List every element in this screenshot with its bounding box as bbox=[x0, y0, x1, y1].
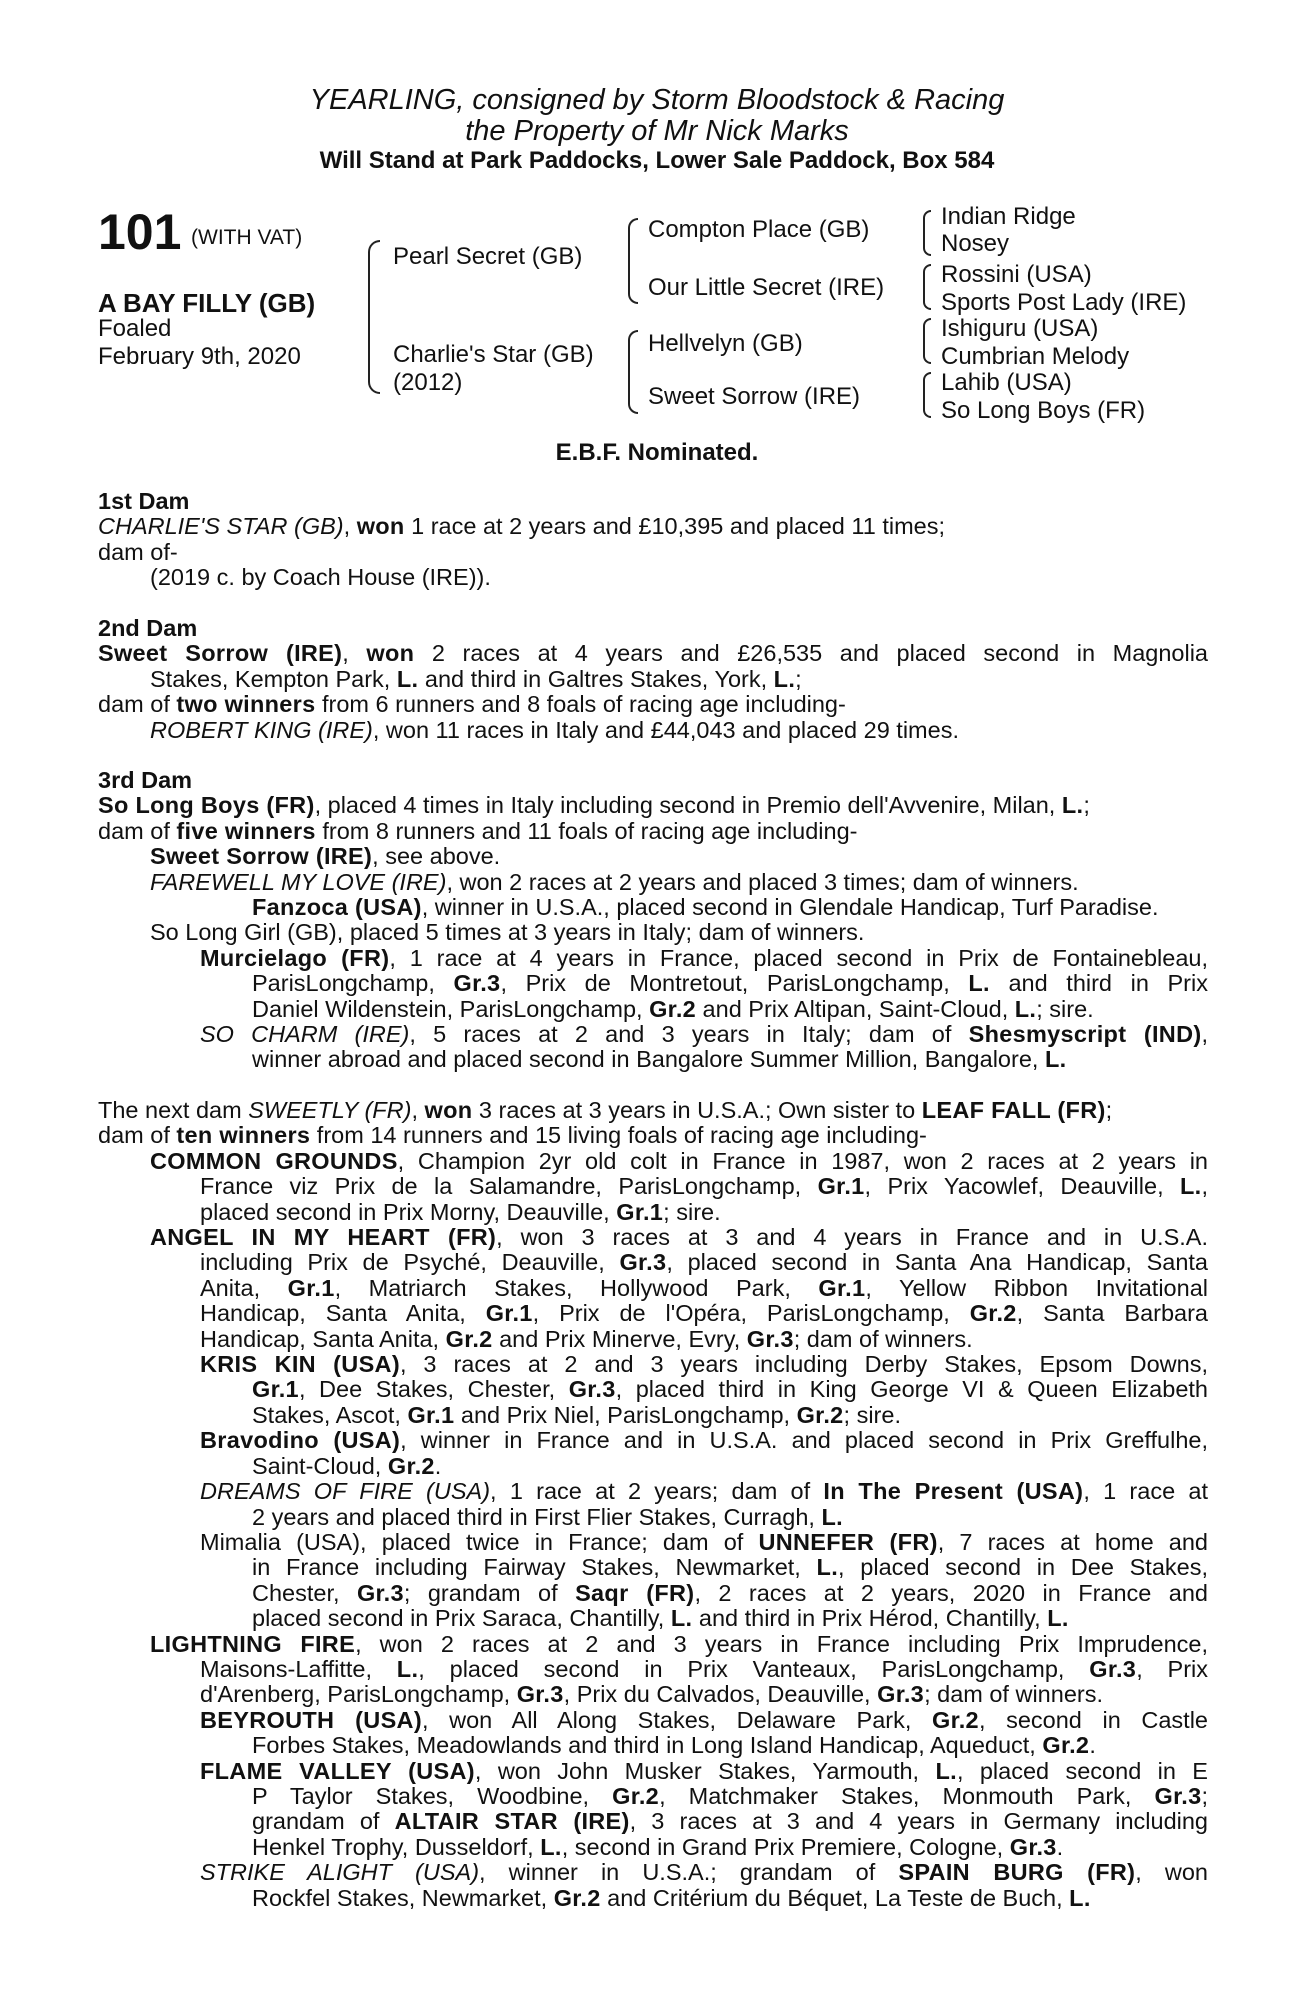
dam-sire-sire: Ishiguru (USA) bbox=[941, 315, 1099, 342]
dam-sire-dam: Cumbrian Melody bbox=[941, 343, 1130, 370]
bold-text: BEYROUTH (USA) bbox=[200, 1706, 422, 1733]
bold-text: Gr.2 bbox=[932, 1706, 979, 1733]
text-run: ; sire. bbox=[663, 1198, 721, 1225]
text-run: , 2 races at 2 years, 2020 in France and bbox=[694, 1579, 1208, 1606]
dam-sire: Hellvelyn (GB) bbox=[648, 330, 803, 357]
text-line bbox=[98, 1250, 1208, 1275]
italic-text: STRIKE ALIGHT (USA) bbox=[200, 1859, 480, 1886]
text-run: , Matriarch Stakes, Hollywood Park, bbox=[334, 1274, 819, 1301]
section-heading: 1st Dam bbox=[98, 488, 190, 514]
text-line bbox=[98, 1123, 1208, 1148]
text-run: Stakes, Ascot, bbox=[252, 1401, 408, 1428]
text-run: , bbox=[1201, 1173, 1208, 1200]
text-line bbox=[98, 1555, 1208, 1580]
text-run: , 1 race at bbox=[1083, 1478, 1208, 1505]
sire-dam-dam: Sports Post Lady (IRE) bbox=[941, 289, 1187, 316]
text-run: , winner in U.S.A.; grandam of bbox=[479, 1859, 899, 1886]
text-line bbox=[98, 667, 1208, 692]
text-line bbox=[98, 1022, 1208, 1047]
text-line bbox=[98, 793, 1208, 818]
bold-text: Gr.2 bbox=[969, 1300, 1017, 1327]
text-line bbox=[98, 1403, 1208, 1428]
text-line bbox=[98, 1886, 1208, 1911]
bold-text: KRIS KIN (USA) bbox=[200, 1351, 400, 1378]
bold-text: Gr.1 bbox=[485, 1300, 533, 1327]
text-run: , 5 races at 2 and 3 years in Italy; dam of bbox=[409, 1021, 969, 1048]
bold-text: L. bbox=[1014, 995, 1037, 1022]
bold-text: SPAIN BURG (FR) bbox=[898, 1859, 1136, 1886]
text-run: and Prix Niel, ParisLongchamp, bbox=[454, 1401, 797, 1428]
dam-dam: Sweet Sorrow (IRE) bbox=[648, 383, 861, 410]
text-line bbox=[98, 1632, 1208, 1657]
bold-text: LEAF FALL (FR) bbox=[921, 1097, 1106, 1123]
text-line bbox=[98, 1606, 1208, 1631]
text-line bbox=[98, 946, 1208, 971]
bold-text: Sweet Sorrow (IRE) bbox=[150, 843, 373, 870]
text-line bbox=[98, 1098, 1208, 1123]
text-run: , second in Grand Prix Premiere, Cologne, bbox=[561, 1833, 1010, 1860]
text-run: , placed third in King George VI & Queen Elizabeth bbox=[615, 1376, 1208, 1403]
second-dam-section bbox=[98, 616, 1208, 743]
bold-text: Bravodino (USA) bbox=[200, 1427, 401, 1454]
bold-text: So Long Boys (FR) bbox=[98, 792, 315, 819]
text-run: The next dam bbox=[98, 1097, 249, 1123]
bold-text: Gr.3 bbox=[356, 1579, 404, 1606]
bold-text: ANGEL IN MY HEART (FR) bbox=[150, 1224, 497, 1251]
text-run: , Champion 2yr old colt in France in 1987, won 2 races at 2 years in bbox=[397, 1147, 1208, 1174]
text-run: Rockfel Stakes, Newmarket, bbox=[252, 1884, 554, 1911]
brace-sd bbox=[923, 264, 931, 310]
text-run: , see above. bbox=[372, 843, 501, 870]
lot-description: A BAY FILLY (GB) bbox=[98, 288, 316, 318]
text-run: , won bbox=[1135, 1859, 1209, 1886]
bold-text: Gr.3 bbox=[619, 1249, 667, 1276]
text-run: Henkel Trophy, Dusseldorf, bbox=[252, 1833, 541, 1860]
italic-text: FAREWELL MY LOVE (IRE) bbox=[150, 868, 447, 895]
vat-note: (WITH VAT) bbox=[191, 226, 303, 249]
text-run: Saint-Cloud, bbox=[252, 1452, 388, 1479]
text-run: Forbes Stakes, Meadowlands and third in Long Island Handicap, Aqueduct, bbox=[252, 1732, 1043, 1759]
text-line bbox=[98, 1377, 1208, 1402]
text-line bbox=[98, 1047, 1208, 1072]
bold-text: UNNEFER (FR) bbox=[758, 1528, 938, 1555]
text-line bbox=[98, 1809, 1208, 1834]
text-run: , placed second in Prix Vanteaux, ParisLongchamp, bbox=[418, 1655, 1090, 1682]
section-heading: 3rd Dam bbox=[98, 767, 193, 793]
text-run: dam of bbox=[98, 1122, 177, 1149]
text-run: , won 2 races at 2 and 3 years in France including Prix Imprudence, bbox=[355, 1630, 1208, 1657]
text-run: dam of- bbox=[98, 538, 178, 565]
text-run: , bbox=[411, 1097, 425, 1123]
bold-text: Saqr (FR) bbox=[575, 1579, 695, 1606]
text-run: So Long Girl (GB), placed 5 times at 3 years in Italy; dam of winners. bbox=[150, 919, 865, 946]
sire-sire-sire: Indian Ridge bbox=[941, 203, 1076, 230]
third-dam-section bbox=[98, 768, 1208, 1073]
bold-text: L. bbox=[1047, 1605, 1069, 1632]
bold-text: five winners bbox=[176, 817, 316, 844]
text-run: ; sire. bbox=[843, 1401, 901, 1428]
text-run: and third in Prix Hérod, Chantilly, bbox=[692, 1605, 1048, 1632]
text-run: from 8 runners and 11 foals of racing age including- bbox=[315, 817, 858, 844]
text-line bbox=[98, 718, 1208, 743]
bold-text: L. bbox=[816, 1554, 839, 1581]
text-line bbox=[98, 641, 1208, 666]
bold-text: Gr.3 bbox=[746, 1325, 794, 1352]
text-run: Handicap, Santa Anita, bbox=[200, 1325, 446, 1352]
text-run: , Santa Barbara bbox=[1016, 1300, 1208, 1327]
text-run: France viz Prix de la Salamandre, ParisLongchamp, bbox=[200, 1173, 818, 1200]
bold-text: Gr.3 bbox=[453, 970, 501, 997]
italic-text: CHARLIE'S STAR (GB) bbox=[98, 513, 344, 540]
bold-text: Gr.1 bbox=[407, 1401, 455, 1428]
text-line bbox=[98, 565, 1208, 590]
text-run: , Prix de l'Opéra, ParisLongchamp, bbox=[532, 1300, 970, 1327]
text-run: 3 races at 3 years in U.S.A.; Own sister to bbox=[472, 1097, 922, 1123]
text-run: Handicap, Santa Anita, bbox=[200, 1300, 486, 1327]
foaled-label: Foaled bbox=[98, 315, 172, 342]
text-run: Chester, bbox=[252, 1579, 357, 1606]
bold-text: Gr.1 bbox=[287, 1274, 335, 1301]
text-run: , placed second in Santa Ana Handicap, Santa bbox=[666, 1249, 1208, 1276]
bold-text: Gr.2 bbox=[553, 1884, 601, 1911]
text-run: . bbox=[1089, 1732, 1096, 1759]
text-run: and Prix Altipan, Saint-Cloud, bbox=[696, 995, 1015, 1022]
bold-text: L. bbox=[1069, 1884, 1091, 1911]
consignor-line: YEARLING, consigned by Storm Bloodstock & Racing bbox=[309, 84, 1005, 116]
text-run: and third in Galtres Stakes, York, bbox=[418, 665, 774, 692]
brace-ds bbox=[923, 318, 931, 364]
text-run: and Prix Minerve, Evry, bbox=[492, 1325, 747, 1352]
text-run: from 6 runners and 8 foals of racing age including- bbox=[315, 691, 846, 718]
text-run: d'Arenberg, ParisLongchamp, bbox=[200, 1681, 517, 1708]
bold-text: Sweet Sorrow (IRE) bbox=[98, 640, 343, 667]
bold-text: Gr.3 bbox=[877, 1681, 925, 1708]
bold-text: won bbox=[356, 513, 405, 540]
bold-text: Shesmyscript (IND) bbox=[968, 1021, 1202, 1048]
text-line bbox=[98, 1479, 1208, 1504]
text-line bbox=[98, 920, 1208, 945]
text-line bbox=[98, 1327, 1208, 1352]
text-line bbox=[98, 971, 1208, 996]
text-run: , 3 races at 3 and 4 years in Germany including bbox=[629, 1808, 1209, 1835]
text-run: ; sire. bbox=[1036, 995, 1094, 1022]
dam-year: (2012) bbox=[393, 369, 463, 396]
text-run: , 1 race at 2 years; dam of bbox=[490, 1478, 824, 1505]
text-run: Stakes, Kempton Park, bbox=[150, 665, 397, 692]
text-run: winner abroad and placed second in Bangalore Summer Million, Bangalore, bbox=[252, 1046, 1045, 1073]
bold-text: Gr.2 bbox=[445, 1325, 493, 1352]
text-run: placed second in Prix Saraca, Chantilly, bbox=[252, 1605, 671, 1632]
text-run: , won 11 races in Italy and £44,043 and placed 29 times. bbox=[372, 716, 959, 743]
text-line bbox=[98, 844, 1208, 869]
bold-text: L. bbox=[935, 1757, 957, 1784]
lot-number: 101 bbox=[98, 204, 182, 260]
text-run: ; dam of winners. bbox=[924, 1681, 1103, 1708]
bold-text: Gr.3 bbox=[516, 1681, 564, 1708]
bold-text: L. bbox=[773, 665, 796, 692]
text-line bbox=[98, 1657, 1208, 1682]
text-line bbox=[98, 1352, 1208, 1377]
text-run: , winner in U.S.A., placed second in Glendale Handicap, Turf Paradise. bbox=[421, 894, 1159, 921]
text-line bbox=[98, 1733, 1208, 1758]
text-line bbox=[98, 1835, 1208, 1860]
text-run: , placed 4 times in Italy including second in Premio dell'Avvenire, Milan, bbox=[314, 792, 1062, 819]
text-line bbox=[98, 1200, 1208, 1225]
text-run: , Prix du Calvados, Deauville, bbox=[563, 1681, 878, 1708]
text-line bbox=[98, 1276, 1208, 1301]
text-run: , 7 races at home and bbox=[937, 1528, 1208, 1555]
text-line bbox=[98, 1149, 1208, 1174]
text-run: ParisLongchamp, bbox=[252, 970, 454, 997]
text-line bbox=[98, 1581, 1208, 1606]
text-run: , Matchmaker Stakes, Monmouth Park, bbox=[659, 1782, 1155, 1809]
brace-ss bbox=[923, 210, 931, 256]
text-line bbox=[98, 1301, 1208, 1326]
bold-text: Gr.1 bbox=[818, 1274, 866, 1301]
pedigree-brace bbox=[368, 240, 380, 394]
text-run: , won John Musker Stakes, Yarmouth, bbox=[474, 1757, 936, 1784]
text-run: , bbox=[343, 513, 357, 540]
text-run: in France including Fairway Stakes, Newmarket, bbox=[252, 1554, 817, 1581]
bold-text: L. bbox=[1044, 1046, 1067, 1073]
text-run: . bbox=[1056, 1833, 1064, 1860]
bold-text: Gr.2 bbox=[649, 995, 697, 1022]
text-run: , won 2 races at 2 years and placed 3 times; dam of winners. bbox=[446, 868, 1079, 895]
text-run: P Taylor Stakes, Woodbine, bbox=[252, 1782, 613, 1809]
bold-text: L. bbox=[1179, 1173, 1202, 1200]
text-run: ; bbox=[1105, 1097, 1113, 1123]
text-line bbox=[98, 1454, 1208, 1479]
bold-text: Murcielago (FR) bbox=[200, 944, 390, 971]
text-run: . bbox=[434, 1452, 442, 1479]
text-run: , second in Castle bbox=[978, 1706, 1208, 1733]
text-line bbox=[98, 1530, 1208, 1555]
bold-text: Gr.2 bbox=[1042, 1732, 1090, 1759]
bold-text: Gr.2 bbox=[612, 1782, 660, 1809]
text-run: from 14 runners and 15 living foals of racing age including- bbox=[310, 1122, 927, 1149]
text-run: , 3 races at 2 and 3 years including Derby Stakes, Epsom Downs, bbox=[399, 1351, 1208, 1378]
bold-text: L. bbox=[396, 1655, 419, 1682]
bold-text: LIGHTNING FIRE bbox=[150, 1630, 356, 1657]
sire-sire: Compton Place (GB) bbox=[648, 216, 870, 243]
text-run: 2 races at 4 years and £26,535 and placed second in Magnolia bbox=[414, 640, 1208, 667]
bold-text: two winners bbox=[176, 691, 316, 718]
dam: Charlie's Star (GB) bbox=[393, 341, 594, 368]
text-run: , Yellow Ribbon Invitational bbox=[865, 1274, 1208, 1301]
foaled-date: February 9th, 2020 bbox=[98, 343, 301, 370]
text-run: including Prix de Psyché, Deauville, bbox=[200, 1249, 620, 1276]
text-run: and Critérium du Béquet, La Teste de Buch, bbox=[600, 1884, 1070, 1911]
bold-text: L. bbox=[1061, 792, 1084, 819]
text-line bbox=[98, 1708, 1208, 1733]
text-line bbox=[98, 895, 1208, 920]
bold-text: ALTAIR STAR (IRE) bbox=[394, 1808, 630, 1835]
bold-text: L. bbox=[396, 665, 419, 692]
italic-text: ROBERT KING (IRE) bbox=[150, 716, 373, 743]
text-run: Daniel Wildenstein, ParisLongchamp, bbox=[252, 995, 650, 1022]
dam-dam-dam: So Long Boys (FR) bbox=[941, 397, 1146, 424]
text-line bbox=[98, 514, 1208, 539]
italic-text: SWEETLY (FR) bbox=[248, 1097, 412, 1123]
text-run: ; grandam of bbox=[403, 1579, 576, 1606]
text-run: ; dam of winners. bbox=[793, 1325, 973, 1352]
bold-text: ten winners bbox=[176, 1122, 311, 1149]
text-run: , Dee Stakes, Chester, bbox=[298, 1376, 569, 1403]
text-run: , Prix de Montretout, ParisLongchamp, bbox=[500, 970, 969, 997]
bold-text: Gr.1 bbox=[252, 1376, 299, 1403]
brace-dd bbox=[923, 372, 931, 418]
text-line bbox=[98, 1759, 1208, 1784]
text-run: 1 race at 2 years and £10,395 and placed 11 times; bbox=[404, 513, 945, 540]
sire: Pearl Secret (GB) bbox=[393, 243, 583, 270]
property-line: the Property of Mr Nick Marks bbox=[465, 115, 849, 147]
bold-text: FLAME VALLEY (USA) bbox=[200, 1757, 475, 1784]
ebf-note: E.B.F. Nominated. bbox=[555, 439, 759, 466]
text-line bbox=[98, 1682, 1208, 1707]
sire-sire-dam: Nosey bbox=[941, 230, 1010, 257]
bold-text: Gr.3 bbox=[1009, 1833, 1057, 1860]
sire-dam: Our Little Secret (IRE) bbox=[648, 274, 885, 301]
bold-text: Gr.3 bbox=[1154, 1782, 1202, 1809]
bold-text: Gr.3 bbox=[1089, 1655, 1137, 1682]
text-line bbox=[98, 997, 1208, 1022]
text-run: dam of bbox=[98, 817, 177, 844]
bold-text: Fanzoca (USA) bbox=[252, 894, 422, 921]
text-run: , Prix bbox=[1136, 1655, 1208, 1682]
text-line bbox=[98, 870, 1208, 895]
sire-brace bbox=[628, 218, 638, 304]
text-line bbox=[98, 692, 1208, 717]
dam-brace bbox=[628, 330, 638, 414]
bold-text: Gr.1 bbox=[817, 1173, 865, 1200]
text-run: , bbox=[342, 640, 367, 667]
text-run: ; bbox=[795, 665, 802, 692]
text-run: , placed second in Dee Stakes, bbox=[838, 1554, 1208, 1581]
text-line bbox=[98, 1225, 1208, 1250]
text-run: Anita, bbox=[200, 1274, 288, 1301]
text-line bbox=[98, 540, 1208, 565]
text-line bbox=[98, 1784, 1208, 1809]
dam-dam-sire: Lahib (USA) bbox=[941, 369, 1072, 396]
text-run: , Prix Yacowlef, Deauville, bbox=[864, 1173, 1180, 1200]
text-line bbox=[98, 1428, 1208, 1453]
sire-dam-sire: Rossini (USA) bbox=[941, 261, 1092, 288]
bold-text: Gr.2 bbox=[796, 1401, 844, 1428]
text-run: ; bbox=[1083, 792, 1090, 819]
text-run: , 1 race at 4 years in France, placed second in Prix de Fontainebleau, bbox=[389, 944, 1208, 971]
text-run: , won 3 races at 3 and 4 years in France and in U.S.A. bbox=[496, 1224, 1208, 1251]
text-line bbox=[98, 819, 1208, 844]
bold-text: In The Present (USA) bbox=[823, 1478, 1084, 1505]
text-run: , bbox=[1201, 1021, 1209, 1048]
text-run: and third in Prix bbox=[989, 970, 1208, 997]
text-line bbox=[98, 1174, 1208, 1199]
bold-text: Gr.1 bbox=[616, 1198, 664, 1225]
text-run: , winner in France and in U.S.A. and placed second in Prix Greffulhe, bbox=[400, 1427, 1208, 1454]
section-heading: 2nd Dam bbox=[98, 615, 198, 641]
bold-text: Gr.2 bbox=[387, 1452, 435, 1479]
italic-text: DREAMS OF FIRE (USA) bbox=[200, 1478, 491, 1505]
bold-text: L. bbox=[821, 1503, 843, 1530]
text-run: 2 years and placed third in First Flier Stakes, Curragh, bbox=[252, 1503, 822, 1530]
text-run: Maisons-Laffitte, bbox=[200, 1655, 397, 1682]
text-run: placed second in Prix Morny, Deauville, bbox=[200, 1198, 617, 1225]
next-dam-section bbox=[98, 1098, 1208, 1911]
bold-text: Gr.3 bbox=[568, 1376, 616, 1403]
bold-text: COMMON GROUNDS bbox=[150, 1147, 398, 1174]
text-run: grandam of bbox=[252, 1808, 395, 1835]
bold-text: L. bbox=[670, 1605, 693, 1632]
italic-text: SO CHARM (IRE) bbox=[200, 1021, 410, 1048]
text-run: , placed second in E bbox=[956, 1757, 1208, 1784]
bold-text: L. bbox=[968, 970, 990, 997]
bold-text: L. bbox=[540, 1833, 562, 1860]
text-run: dam of bbox=[98, 691, 177, 718]
bold-text: won bbox=[424, 1097, 473, 1123]
text-run: Mimalia (USA), placed twice in France; dam of bbox=[200, 1528, 759, 1555]
text-line bbox=[98, 1860, 1208, 1885]
stabling-line: Will Stand at Park Paddocks, Lower Sale Paddock, Box 584 bbox=[319, 147, 995, 174]
text-line bbox=[98, 1505, 1208, 1530]
text-run: ; bbox=[1201, 1782, 1208, 1809]
bold-text: won bbox=[366, 640, 415, 667]
text-run: (2019 c. by Coach House (IRE)). bbox=[150, 564, 491, 591]
text-run: , won All Along Stakes, Delaware Park, bbox=[421, 1706, 932, 1733]
first-dam-section bbox=[98, 489, 1208, 591]
